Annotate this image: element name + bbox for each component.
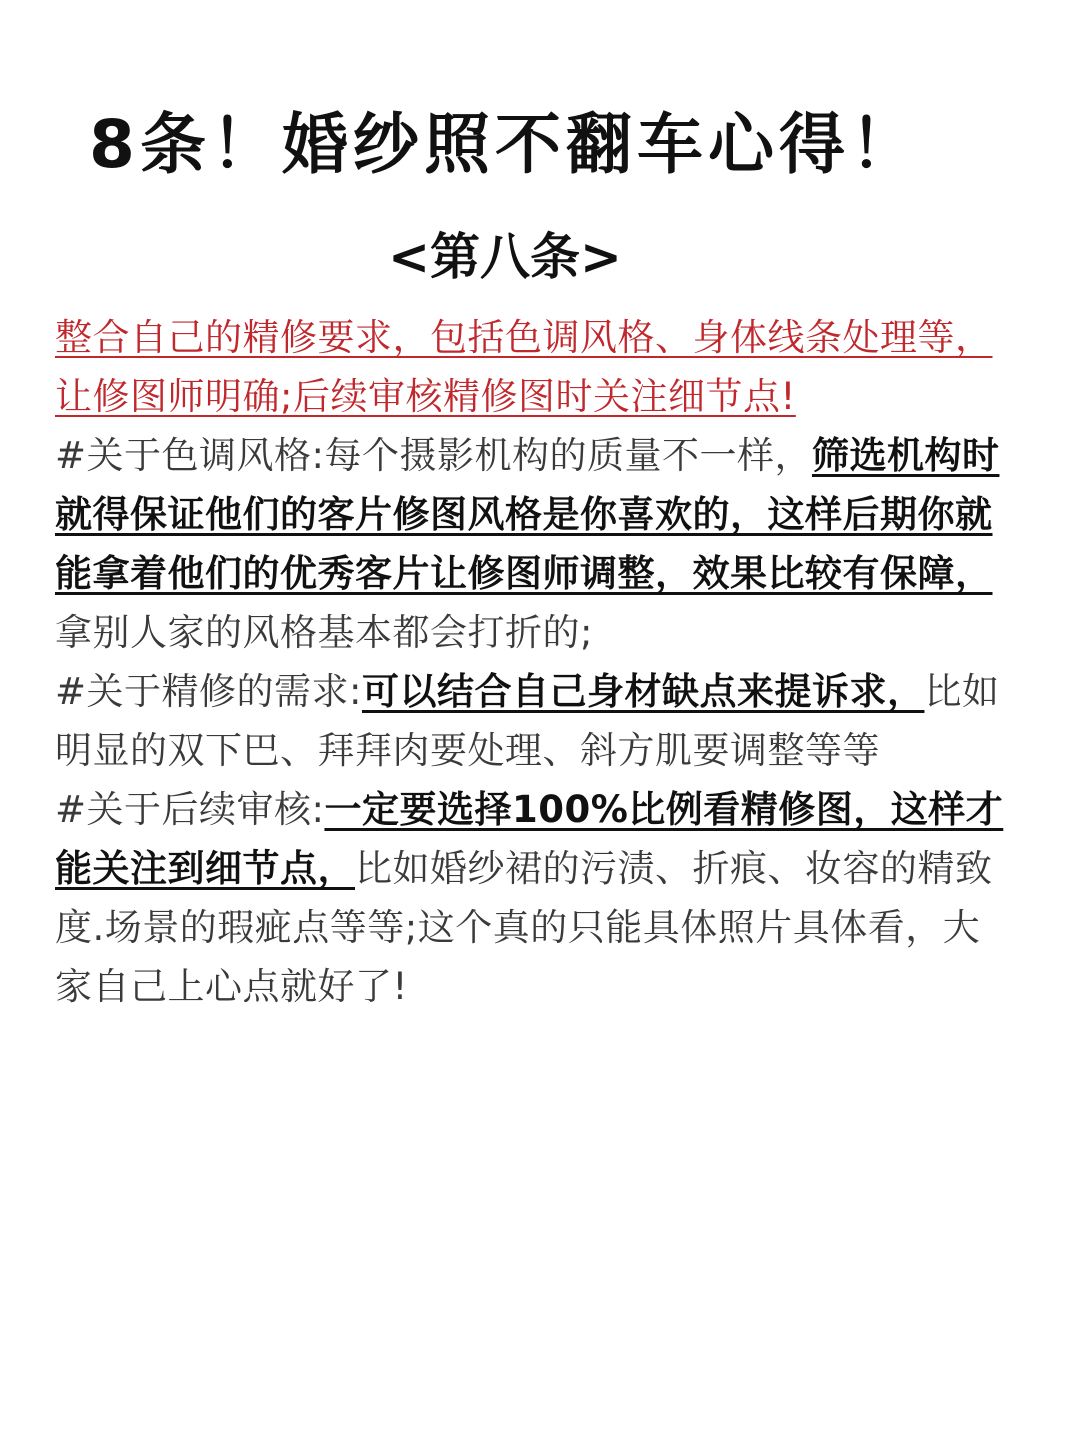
- paragraph-retouch-needs: [55, 662, 1015, 780]
- paragraph-label: #关于精修的需求:: [55, 670, 362, 713]
- lead-summary-text: 整合自己的精修要求，包括色调风格、身体线条处理等，让修图师明确;后续审核精修图时关注细节点!: [55, 316, 993, 418]
- lead-summary: [55, 308, 1015, 426]
- paragraph-text: 每个摄影机构的质量不一样，: [324, 434, 812, 477]
- paragraph-emphasis: 筛选机构时就得保证他们的客片修图风格是你喜欢的，这样后期你就能拿着他们的优秀客片让修图师调整，效果比较有保障，: [55, 434, 1000, 595]
- paragraph-text-after: 拿别人家的风格基本都会打折的;: [55, 611, 593, 654]
- paragraph-review: [55, 780, 1015, 1016]
- paragraph-text-after: 比如明显的双下巴、拜拜肉要处理、斜方肌要调整等等: [55, 670, 1000, 772]
- paragraph-emphasis: 一定要选择100%比例看精修图，这样才能关注到细节点，: [55, 788, 1004, 890]
- paragraph-label: #关于后续审核:: [55, 788, 325, 831]
- article-body: [55, 308, 1015, 1016]
- paragraph-text-after: 比如婚纱裙的污渍、折痕、妆容的精致度.场景的瑕疵点等等;这个真的只能具体照片具体看，大家自己上心点就好了!: [55, 847, 993, 1008]
- paragraph-label: #关于色调风格:: [55, 434, 325, 477]
- section-heading: <第八条>: [388, 228, 622, 286]
- page-title: 8条！婚纱照不翻车心得！: [89, 106, 921, 183]
- paragraph-tone-style: [55, 426, 1015, 662]
- paragraph-emphasis: 可以结合自己身材缺点来提诉求，: [361, 670, 925, 713]
